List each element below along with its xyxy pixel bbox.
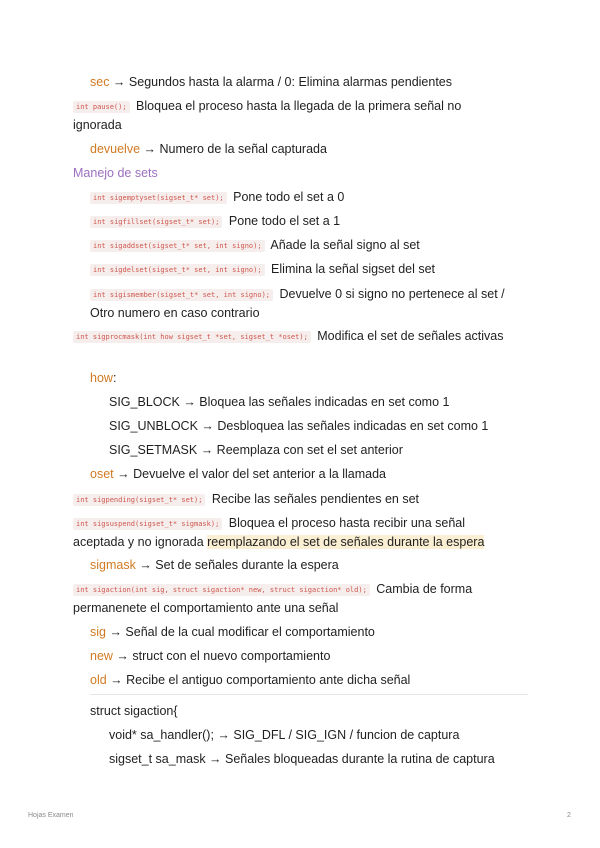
footer-title: Hojas Examen [28,812,74,819]
description: → Devuelve el valor del set anterior a la llamada [113,467,386,481]
code-sa-handler: void* sa_handler(); → SIG_DFL / SIG_IGN / funcion de captura [109,728,460,742]
description: Pone todo el set a 1 [225,214,341,228]
keyword: old [90,673,107,687]
page-number: 2 [567,812,571,819]
description: Recibe las señales pendientes en set [208,492,419,506]
line-how [90,369,600,387]
code-snippet: int sigpending(sigset_t* set); [73,494,205,506]
code-sa-mask: sigset_t sa_mask → Señales bloqueadas durante la rutina de captura [109,752,495,766]
code-snippet: int sigprocmask(int how sigset_t *set, sigset_t *oset); [73,331,311,343]
line-devuelve [90,140,600,158]
description: Bloquea el proceso hasta recibir una señal aceptada y no ignorada [73,516,466,549]
line-sig [90,623,600,641]
line-sigaction [73,580,533,617]
line-sigpending [73,490,600,509]
line-pause [73,97,503,134]
keyword: sec [90,75,110,89]
line-sigsuspend [73,514,503,551]
code-snippet: int sigismember(sigset_t* set, int signo); [90,289,273,301]
description: : [112,371,117,385]
code-snippet: int sigaddset(sigset_t* set, int signo); [90,240,265,252]
keyword: new [90,649,113,663]
highlighted-text: reemplazando el set de señales durante la espera [207,535,485,549]
code-snippet: int sigemptyset(sigset_t* set); [90,192,227,204]
keyword: sig [90,625,106,639]
section-heading: Manejo de sets [73,166,158,180]
description: Devuelve 0 si signo no pertenece al set / Otro numero en caso contrario [90,287,505,320]
line-sigdelset [90,260,600,279]
keyword: devuelve [90,142,141,156]
description: → Segundos hasta la alarma / 0: Elimina alarmas pendientes [109,75,453,89]
line-sigemptyset [90,188,600,207]
description: → struct con el nuevo comportamiento [112,649,331,663]
line-sec [90,73,600,91]
description: → Numero de la señal capturada [140,142,327,156]
line-sigaddset [90,236,600,255]
description: Pone todo el set a 0 [229,190,345,204]
description: Cambia de forma permanenete el comportamiento ante una señal [73,582,473,615]
line-sig-setmask: SIG_SETMASK → Reemplaza con set el set anterior [109,443,403,457]
code-snippet: int sigaction(int sig, struct sigaction* new, struct sigaction* old); [73,584,370,596]
line-sig-block: SIG_BLOCK → Bloquea las señales indicadas en set como 1 [109,395,450,409]
code-snippet: int pause(); [73,101,130,113]
description: → Señal de la cual modificar el comportamiento [105,625,375,639]
code-struct-open: struct sigaction{ [90,704,178,718]
line-sigismember [90,285,520,322]
keyword: how [90,371,113,385]
line-oset [90,465,600,483]
line-new [90,647,600,665]
description: Añade la señal signo al set [267,238,420,252]
line-sigmask [90,556,600,574]
keyword: sigmask [90,558,136,572]
description: → Set de señales durante la espera [135,558,339,572]
line-sigfillset [90,212,600,231]
description: Elimina la señal sigset del set [267,262,436,276]
line-sig-unblock: SIG_UNBLOCK → Desbloquea las señales indicadas en set como 1 [109,419,489,433]
description: Modifica el set de señales activas [313,329,504,343]
code-snippet: int sigfillset(sigset_t* set); [90,216,222,228]
line-sigprocmask [73,327,518,346]
description: Bloquea el proceso hasta la llegada de la primera señal no ignorada [73,99,462,132]
code-snippet: int sigdelset(sigset_t* set, int signo); [90,264,265,276]
description: → Recibe el antiguo comportamiento ante dicha señal [106,673,411,687]
keyword: oset [90,467,114,481]
line-old [90,671,600,689]
divider [90,694,528,695]
code-snippet: int sigsuspend(sigset_t* sigmask); [73,518,222,530]
